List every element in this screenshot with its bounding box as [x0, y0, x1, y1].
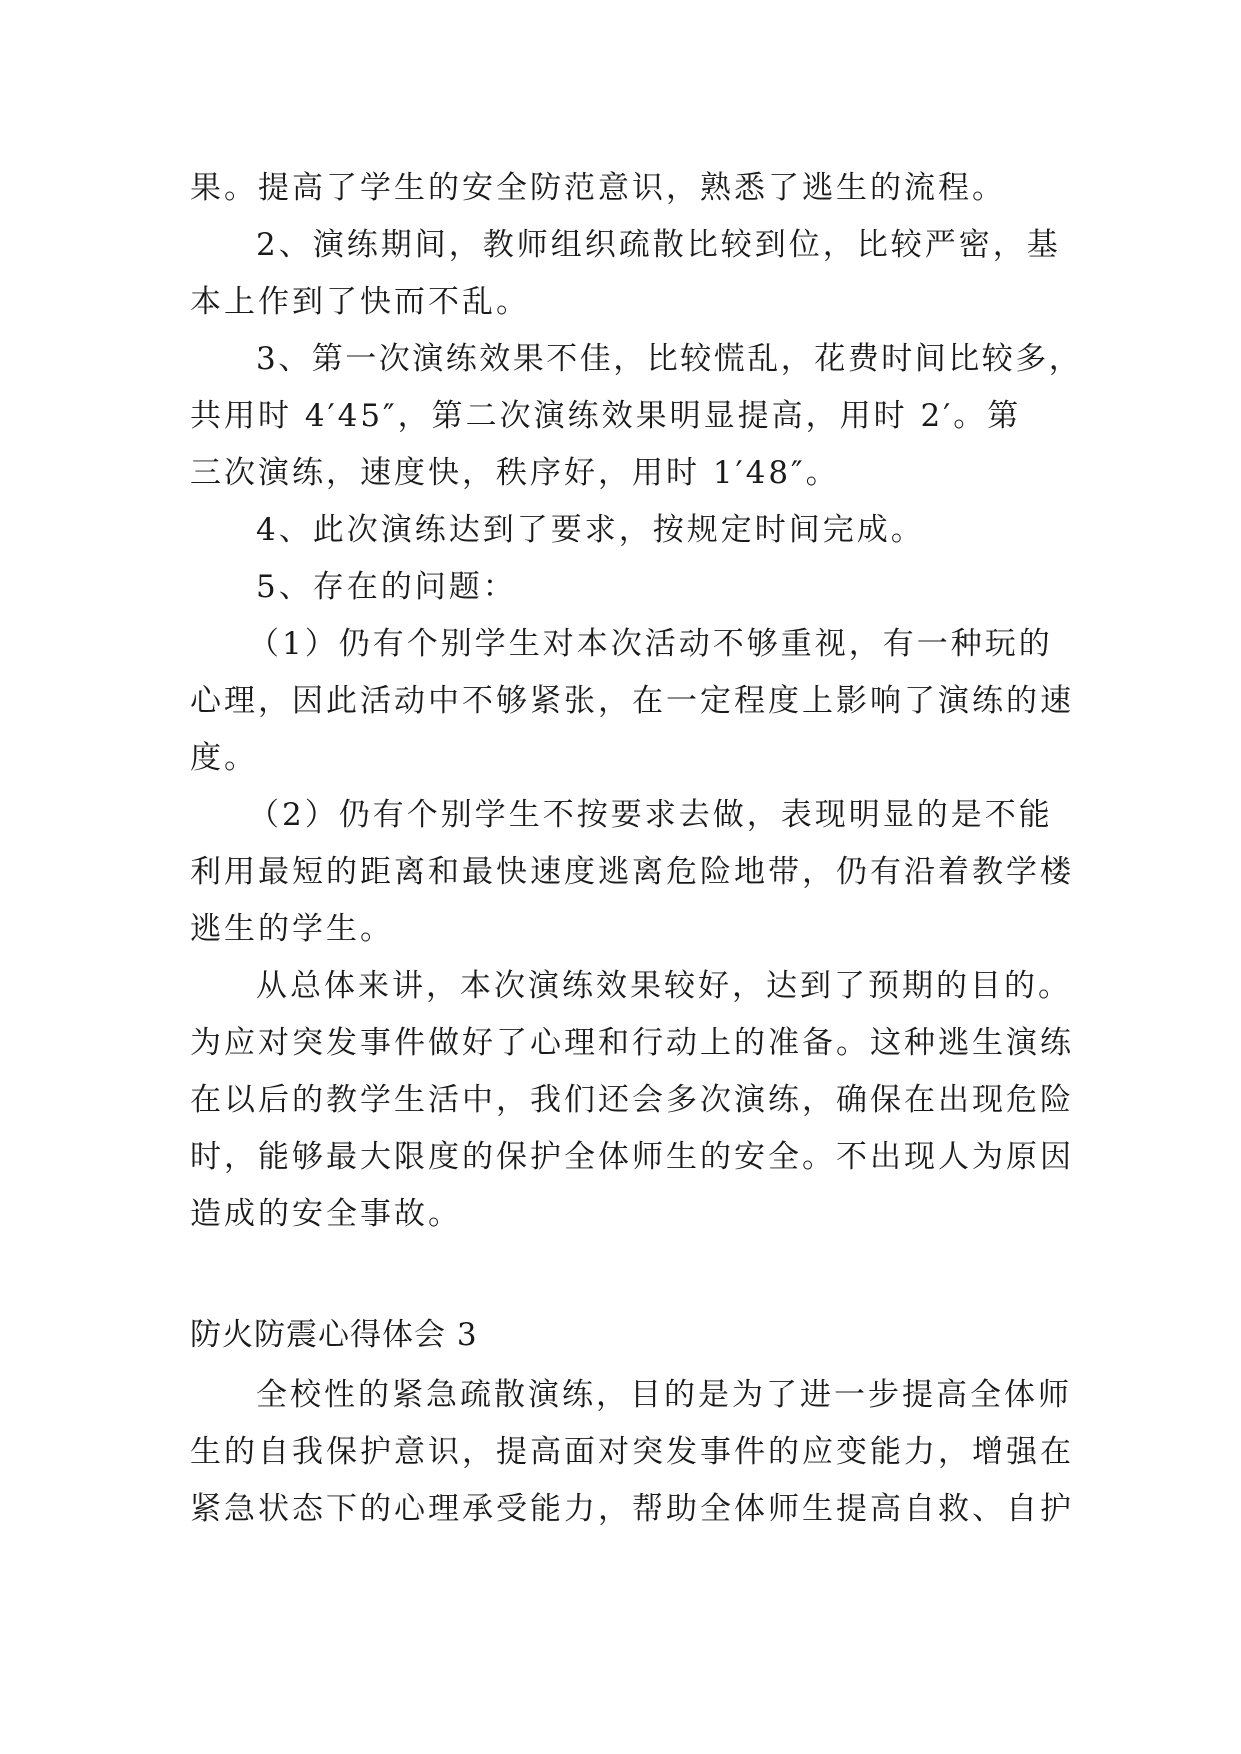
paragraph-line: 本上作到了快而不乱。 [190, 284, 530, 320]
paragraph-line: 为应对突发事件做好了心理和行动上的准备。这种逃生演练 [190, 1025, 1074, 1061]
section-heading: 防火防震心得体会 3 [190, 1317, 478, 1353]
paragraph-line: 紧急状态下的心理承受能力，帮助全体师生提高自救、自护 [190, 1491, 1074, 1527]
paragraph-line: 共用时 4′45″，第二次演练效果明显提高，用时 2′。第 [190, 398, 1022, 434]
paragraph-line: 全校性的紧急疏散演练，目的是为了进一步提高全体师 [256, 1377, 1072, 1413]
paragraph-line: 3、第一次演练效果不佳，比较慌乱，花费时间比较多， [256, 341, 1083, 377]
paragraph-line: 在以后的教学生活中，我们还会多次演练，确保在出现危险 [190, 1082, 1074, 1118]
paragraph-line: 生的自我保护意识，提高面对突发事件的应变能力，增强在 [190, 1434, 1074, 1470]
paragraph-line: 5、存在的问题： [256, 569, 517, 605]
paragraph-line: 时，能够最大限度的保护全体师生的安全。不出现人为原因 [190, 1139, 1074, 1175]
paragraph-line: 利用最短的距离和最快速度逃离危险地带，仍有沿着教学楼 [190, 854, 1074, 890]
paragraph-line: （2）仍有个别学生不按要求去做，表现明显的是不能 [248, 797, 1053, 833]
paragraph-line: 逃生的学生。 [190, 911, 394, 947]
paragraph-line: 心理，因此活动中不够紧张，在一定程度上影响了演练的速 [190, 683, 1074, 719]
paragraph-line: 从总体来讲，本次演练效果较好，达到了预期的目的。 [256, 968, 1072, 1004]
paragraph-line: 2、演练期间，教师组织疏散比较到位，比较严密，基 [256, 227, 1061, 263]
paragraph-line: 度。 [190, 740, 258, 776]
paragraph-line: 果。提高了学生的安全防范意识，熟悉了逃生的流程。 [190, 170, 1006, 206]
paragraph-line: （1）仍有个别学生对本次活动不够重视，有一种玩的 [248, 626, 1053, 662]
paragraph-line: 4、此次演练达到了要求，按规定时间完成。 [256, 512, 925, 548]
paragraph-line: 造成的安全事故。 [190, 1196, 462, 1232]
paragraph-line: 三次演练，速度快，秩序好，用时 1′48″。 [190, 455, 840, 491]
